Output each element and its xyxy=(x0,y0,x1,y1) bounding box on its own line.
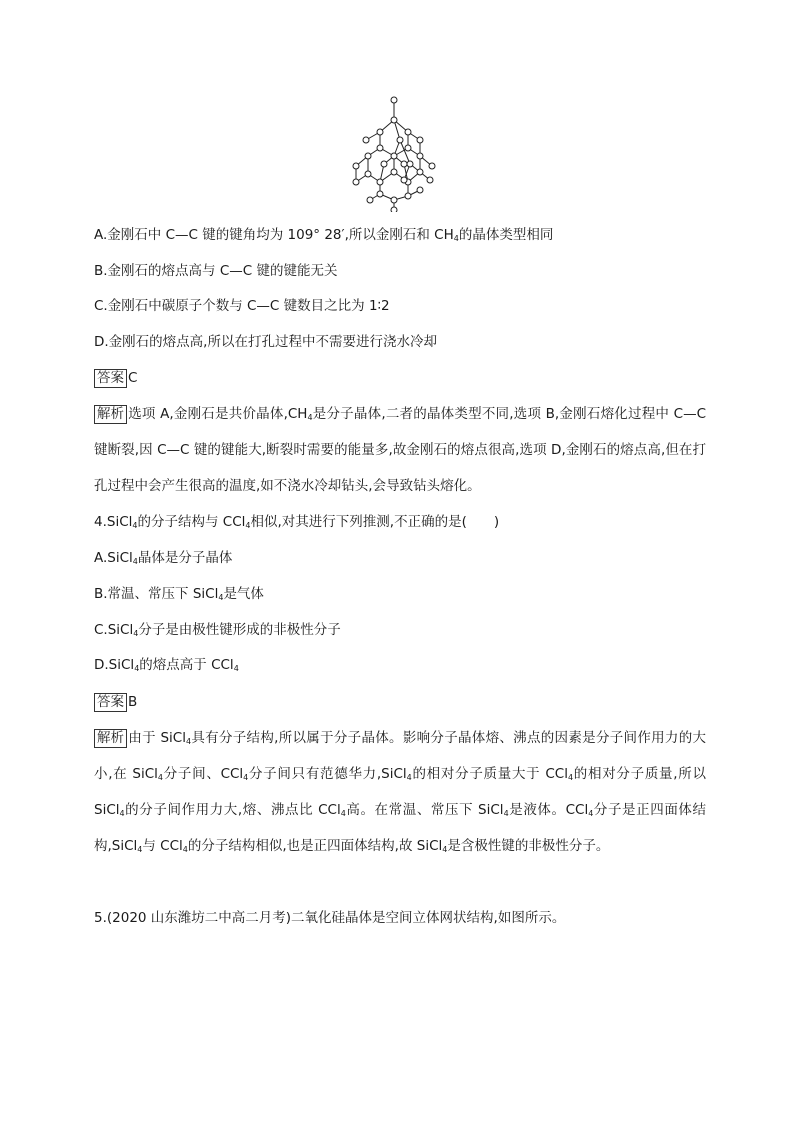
q4-analysis-text: 具有分子结构,所以属于分子晶体。影响分子晶体熔、沸点的因素是分子间作用力的大小,在 SiCl xyxy=(94,730,706,782)
q4-stem-text: 的分子结构与 CCl xyxy=(137,514,246,530)
q4-option-d-text: D.SiCl xyxy=(94,657,135,673)
q3-option-b: B.金刚石的熔点高与 C—C 键的键能无关 xyxy=(94,263,338,279)
diamond-structure-figure xyxy=(344,90,444,212)
analysis-label-box: 解析 xyxy=(94,405,127,424)
q4-option-d xyxy=(94,655,239,675)
q4-analysis-text: 分子是正四面体结构,SiCl xyxy=(94,802,707,854)
q4-analysis-text: 是含极性键的非极性分子。 xyxy=(447,838,610,854)
subscript: 4 xyxy=(185,737,192,746)
q4-stem-text: 4.SiCl xyxy=(94,514,133,530)
subscript: 4 xyxy=(503,809,509,818)
analysis-label-box: 解析 xyxy=(94,729,127,748)
q4-answer xyxy=(94,692,137,712)
q3-analysis-text: 选项 A,金刚石是共价晶体,CH xyxy=(128,406,308,422)
q4-option-a-text: A.SiCl xyxy=(94,550,133,566)
q4-analysis-text: 分子间、CCl xyxy=(163,766,244,782)
q4-analysis-text: 的分子间作用力大,熔、沸点比 CCl xyxy=(124,802,341,818)
subscript: 4 xyxy=(137,845,143,854)
subscript: 4 xyxy=(233,664,239,673)
q4-answer-value: B xyxy=(128,694,138,710)
q4-option-b-text-end: 是气体 xyxy=(223,586,264,602)
q4-analysis-text: 分子间只有范德华力,SiCl xyxy=(248,766,407,782)
q3-option-a-text: A.金刚石中 C—C 键的键角均为 109° 28′,所以金刚石和 CH xyxy=(94,227,454,243)
q4-analysis-text: 的相对分子质量大于 CCl xyxy=(411,766,568,782)
q3-option-c: C.金刚石中碳原子个数与 C—C 键数目之比为 1∶2 xyxy=(94,298,390,314)
q3-answer xyxy=(94,368,137,388)
q4-analysis-text: 由于 SiCl xyxy=(128,730,186,746)
q4-option-c-text-end: 分子是由极性键形成的非极性分子 xyxy=(138,622,341,638)
q3-option-a xyxy=(94,225,553,245)
subscript: 4 xyxy=(182,845,188,854)
subscript: 4 xyxy=(243,773,249,782)
subscript: 4 xyxy=(406,773,412,782)
subscript: 4 xyxy=(133,629,139,638)
q4-analysis-text: 的相对分子质量,所以 SiCl xyxy=(94,766,706,818)
q4-option-b xyxy=(94,584,264,604)
subscript: 4 xyxy=(157,773,164,782)
answer-label-box: 答案 xyxy=(94,369,127,388)
subscript: 4 xyxy=(442,845,448,854)
q4-stem xyxy=(94,512,499,532)
q4-option-b-text: B.常温、常压下 SiCl xyxy=(94,586,219,602)
q4-analysis xyxy=(94,720,706,864)
subscript: 4 xyxy=(245,521,251,530)
answer-label-box: 答案 xyxy=(94,693,127,712)
q3-analysis xyxy=(94,396,706,504)
subscript: 4 xyxy=(134,664,140,673)
q4-analysis-text: 的分子结构相似,也是正四面体结构,故 SiCl xyxy=(187,838,443,854)
q3-analysis-text-cont: 是分子晶体,二者的晶体类型不同,选项 B,金刚石熔化过程中 C—C 键断裂,因 C—C 键的键能大,断裂时需要的能量多,故金刚石的熔点很高,选项 D,金刚石的熔点高,但在打孔过程中会产生很高的温度,如不浇水冷却钻头,会导致钻头熔化。 xyxy=(94,406,706,494)
q4-option-a-text-end: 晶体是分子晶体 xyxy=(137,550,233,566)
q5-stem: 5.(2020 山东潍坊二中高二月考)二氧化硅晶体是空间立体网状结构,如图所示。 xyxy=(94,910,566,926)
subscript: 4 xyxy=(567,773,574,782)
subscript: 4 xyxy=(340,809,346,818)
subscript: 4 xyxy=(453,234,459,243)
q4-option-d-text-mid: 的熔点高于 CCl xyxy=(139,657,234,673)
q4-analysis-text: 是液体。CCl xyxy=(508,802,589,818)
subscript: 4 xyxy=(588,809,594,818)
subscript: 4 xyxy=(132,557,138,566)
subscript: 4 xyxy=(132,521,138,530)
q4-stem-text: 相似,对其进行下列推测,不正确的是( ) xyxy=(250,514,500,530)
q4-analysis-text: 高。在常温、常压下 SiCl xyxy=(345,802,504,818)
q4-option-a xyxy=(94,548,232,568)
subscript: 4 xyxy=(119,809,125,818)
q4-analysis-text: 与 CCl xyxy=(142,838,183,854)
q3-answer-value: C xyxy=(128,370,138,386)
q3-option-d: D.金刚石的熔点高,所以在打孔过程中不需要进行浇水冷却 xyxy=(94,334,437,350)
q4-option-c xyxy=(94,620,341,640)
subscript: 4 xyxy=(218,593,224,602)
q3-option-a-text-end: 的晶体类型相同 xyxy=(458,227,554,243)
subscript: 4 xyxy=(307,413,313,422)
q4-option-c-text: C.SiCl xyxy=(94,622,134,638)
